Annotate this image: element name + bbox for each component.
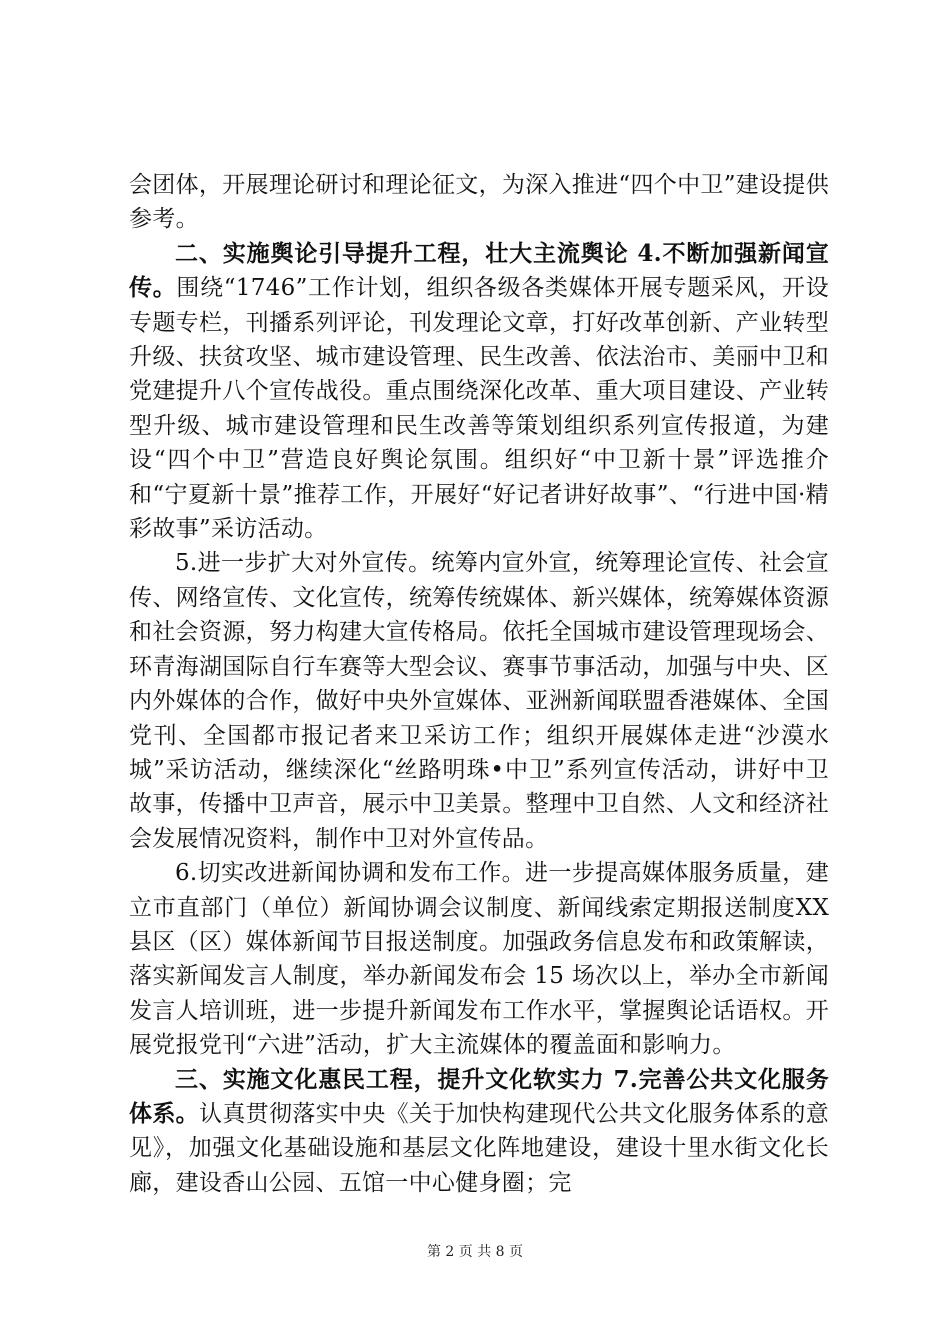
paragraph-text: 会团体，开展理论研讨和理论征文，为深入推进“四个中卫”建设提供参考。 xyxy=(129,172,829,233)
paragraph-item-6 xyxy=(129,856,829,1062)
document-body xyxy=(129,168,829,1200)
paragraph-text: 围绕“1746”工作计划，组织各级各类媒体开展专题采风，开设专题专栏，刊播系列评论，刊发理论文章，打好改革创新、产业转型升级、扶贫攻坚、城市建设管理、民生改善、依法治市、美丽中卫和党建提升八个宣传战役。重点围绕深化改革、重大项目建设、产业转型升级、城市建设管理和民生改善等策划组织系列宣传报道，为建设“四个中卫”营造良好舆论氛围。组织好“中卫新十景”评选推介和“宁夏新十景”推荐工作，开展好“好记者讲好故事”、“行进中国·精彩故事”采访活动。 xyxy=(129,275,829,543)
paragraph-section-three xyxy=(129,1063,829,1201)
paragraph-text: 5.进一步扩大对外宣传。统筹内宣外宣，统筹理论宣传、社会宣传、网络宣传、文化宣传，统筹传统媒体、新兴媒体，统筹媒体资源和社会资源，努力构建大宣传格局。依托全国城市建设管理现场会、环青海湖国际自行车赛等大型会议、赛事节事活动，加强与中央、区内外媒体的合作，做好中央外宣媒体、亚洲新闻联盟香港媒体、全国党刊、全国都市报记者来卫采访工作；组织开展媒体走进“沙漠水城”采访活动，继续深化“丝路明珠•中卫”系列宣传活动，讲好中卫故事，传播中卫声音，展示中卫美景。整理中卫自然、人文和经济社会发展情况资料，制作中卫对外宣传品。 xyxy=(129,550,829,852)
paragraph-continuation xyxy=(129,168,829,237)
section-heading: 二、实施舆论引导提升工程，壮大主流舆论 4.不断加强新闻宣传。 xyxy=(129,239,829,302)
paragraph-text: 6.切实改进新闻协调和发布工作。进一步提高媒体服务质量，建立市直部门（单位）新闻协调会议制度、新闻线索定期报送制度XX县区（区）媒体新闻节目报送制度。加强政务信息发布和政策解读，落实新闻发言人制度，举办新闻发布会 15 场次以上，举办全市新闻发言人培训班，进一步提升新闻发布工作水平，掌握舆论话语权。开展党报党刊“六进”活动，扩大主流媒体的覆盖面和影响力。 xyxy=(129,860,829,1059)
paragraph-section-two xyxy=(129,237,829,547)
section-heading: 三、实施文化惠民工程，提升文化软实力 7.完善公共文化服务体系。 xyxy=(129,1065,829,1127)
paragraph-item-5 xyxy=(129,546,829,856)
paragraph-text: 认真贯彻落实中央《关于加快构建现代公共文化服务体系的意见》，加强文化基础设施和基层文化阵地建设，建设十里水街文化长廊，建设香山公园、五馆一中心健身圈；完 xyxy=(129,1100,829,1196)
page-number-footer: 第 2 页 共 8 页 xyxy=(426,1244,524,1260)
